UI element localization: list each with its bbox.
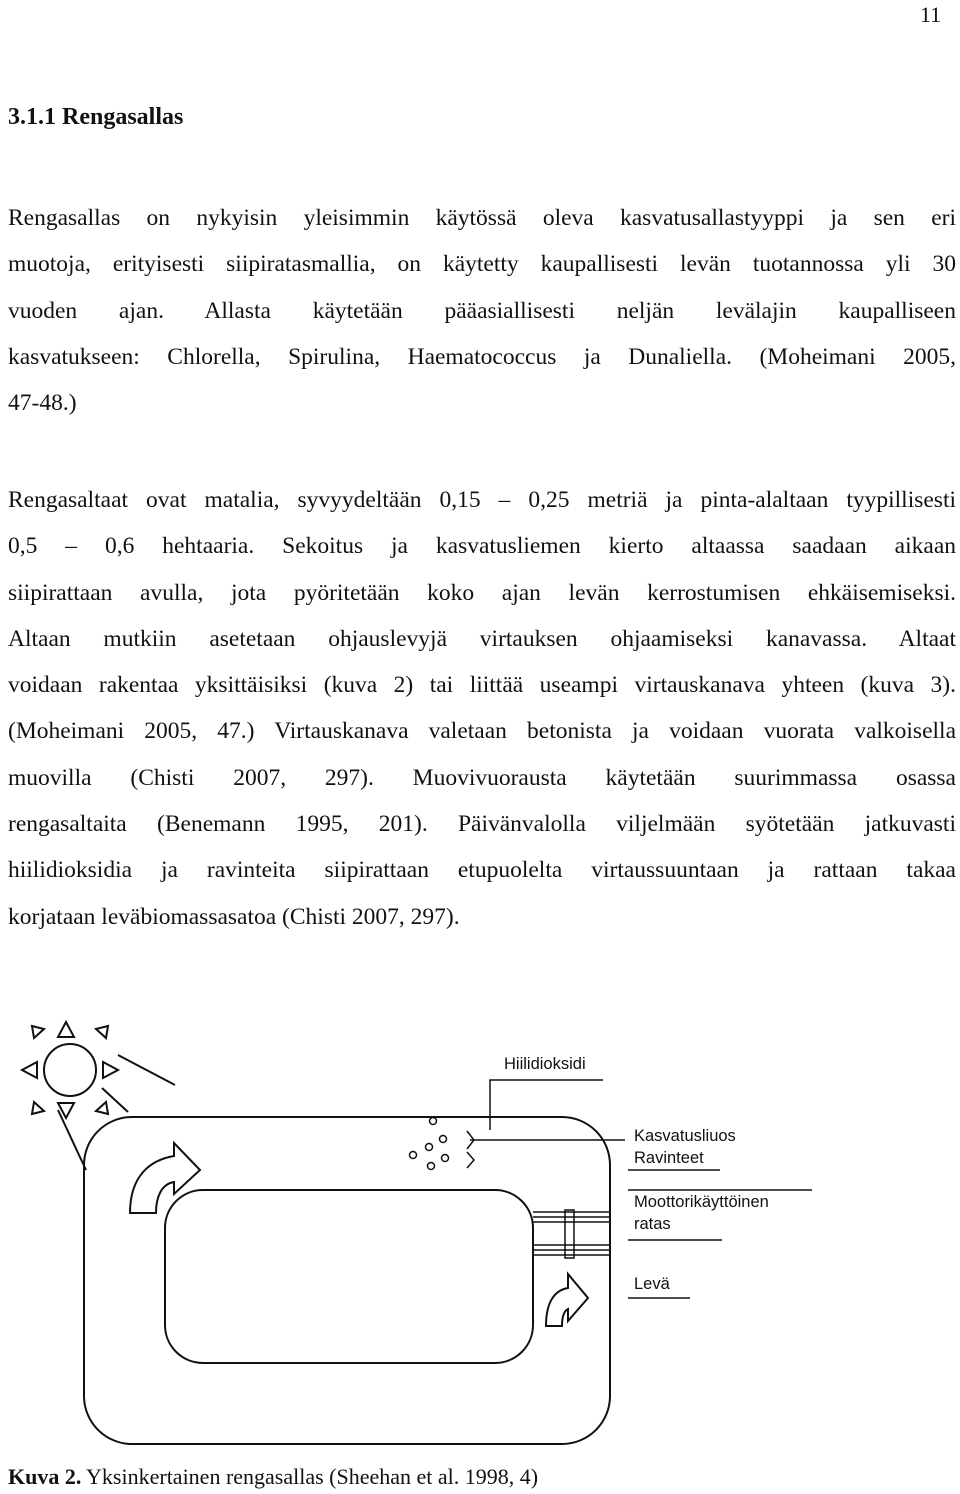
paragraph-line: Rengasallas on nykyisin yleisimmin käytössä oleva kasvatusallastyyppi ja sen eri [8, 205, 956, 231]
paragraph-line: korjataan leväbiomassasatoa (Chisti 2007, 297). [8, 903, 460, 930]
sunlight-rays [58, 1055, 175, 1170]
flow-arrow-bottom-right [546, 1274, 588, 1326]
label-paddlewheel-line1: Moottorikäyttöinen [634, 1193, 769, 1211]
raceway-pond-diagram [0, 1010, 960, 1450]
paragraph-line: rengasaltaita (Benemann 1995, 201). Päivänvalolla viljelmään syötetään jatkuvasti [8, 811, 956, 838]
label-growth-medium: Kasvatusliuos [634, 1127, 736, 1145]
co2-bubbles [410, 1118, 449, 1170]
section-heading: 3.1.1 Rengasallas [8, 104, 184, 130]
paddlewheel [533, 1210, 610, 1258]
paragraph-line: Altaan mutkiin asetetaan ohjauslevyjä virtauksen ohjaamiseksi kanavassa. Altaat [8, 625, 956, 652]
paragraph-line: voidaan rakentaa yksittäisiksi (kuva 2) tai liittää useampi virtauskanava yhteen (kuva 3). [8, 672, 956, 699]
label-leader-lines [470, 1080, 812, 1298]
paragraph-line: muovilla (Chisti 2007, 297). Muovivuorausta käytetään suurimmassa osassa [8, 764, 956, 791]
paragraph-line: kasvatukseen: Chlorella, Spirulina, Haematococcus ja Dunaliella. (Moheimani 2005, [8, 343, 956, 370]
label-nutrients: Ravinteet [634, 1149, 704, 1167]
paragraph-intro [8, 195, 956, 426]
paragraph-line: muotoja, erityisesti siipiratasmallia, on käytetty kaupallisesti levän tuotannossa yli 30 [8, 251, 956, 278]
label-paddlewheel-line2: ratas [634, 1215, 671, 1233]
figure-caption [8, 1464, 538, 1490]
caption-text: Yksinkertainen rengasallas (Sheehan et al. 1998, 4) [81, 1464, 539, 1489]
label-algae: Levä [634, 1275, 670, 1293]
nutrient-inlet-arrows [467, 1131, 474, 1168]
paragraph-line: Rengasaltaat ovat matalia, syvyydeltään 0,15 – 0,25 metriä ja pinta-alaltaan tyypillisesti [8, 487, 956, 513]
paragraph-line: vuoden ajan. Allasta käytetään pääasiallisesti neljän levälajin kaupalliseen [8, 297, 956, 324]
paragraph-line: (Moheimani 2005, 47.) Virtauskanava valetaan betonista ja voidaan vuorata valkoisella [8, 718, 956, 745]
paragraph-line: 0,5 – 0,6 hehtaaria. Sekoitus ja kasvatusliemen kierto altaassa saadaan aikaan [8, 533, 956, 560]
paragraph-line: hiilidioksidia ja ravinteita siipirattaan etupuolelta virtaussuuntaan ja rattaan takaa [8, 857, 956, 884]
caption-label: Kuva 2. [8, 1464, 82, 1489]
page-number: 11 [920, 2, 942, 27]
flow-arrow-top-left [130, 1143, 200, 1213]
paragraph-line: 47-48.) [8, 390, 77, 417]
raceway-pond [84, 1117, 610, 1444]
paragraph-pond-description [8, 477, 956, 940]
label-co2: Hiilidioksidi [504, 1055, 586, 1073]
sun-icon [22, 1022, 118, 1118]
paragraph-line: siipirattaan avulla, jota pyöritetään koko ajan levän kerrostumisen ehkäisemiseksi. [8, 579, 956, 606]
